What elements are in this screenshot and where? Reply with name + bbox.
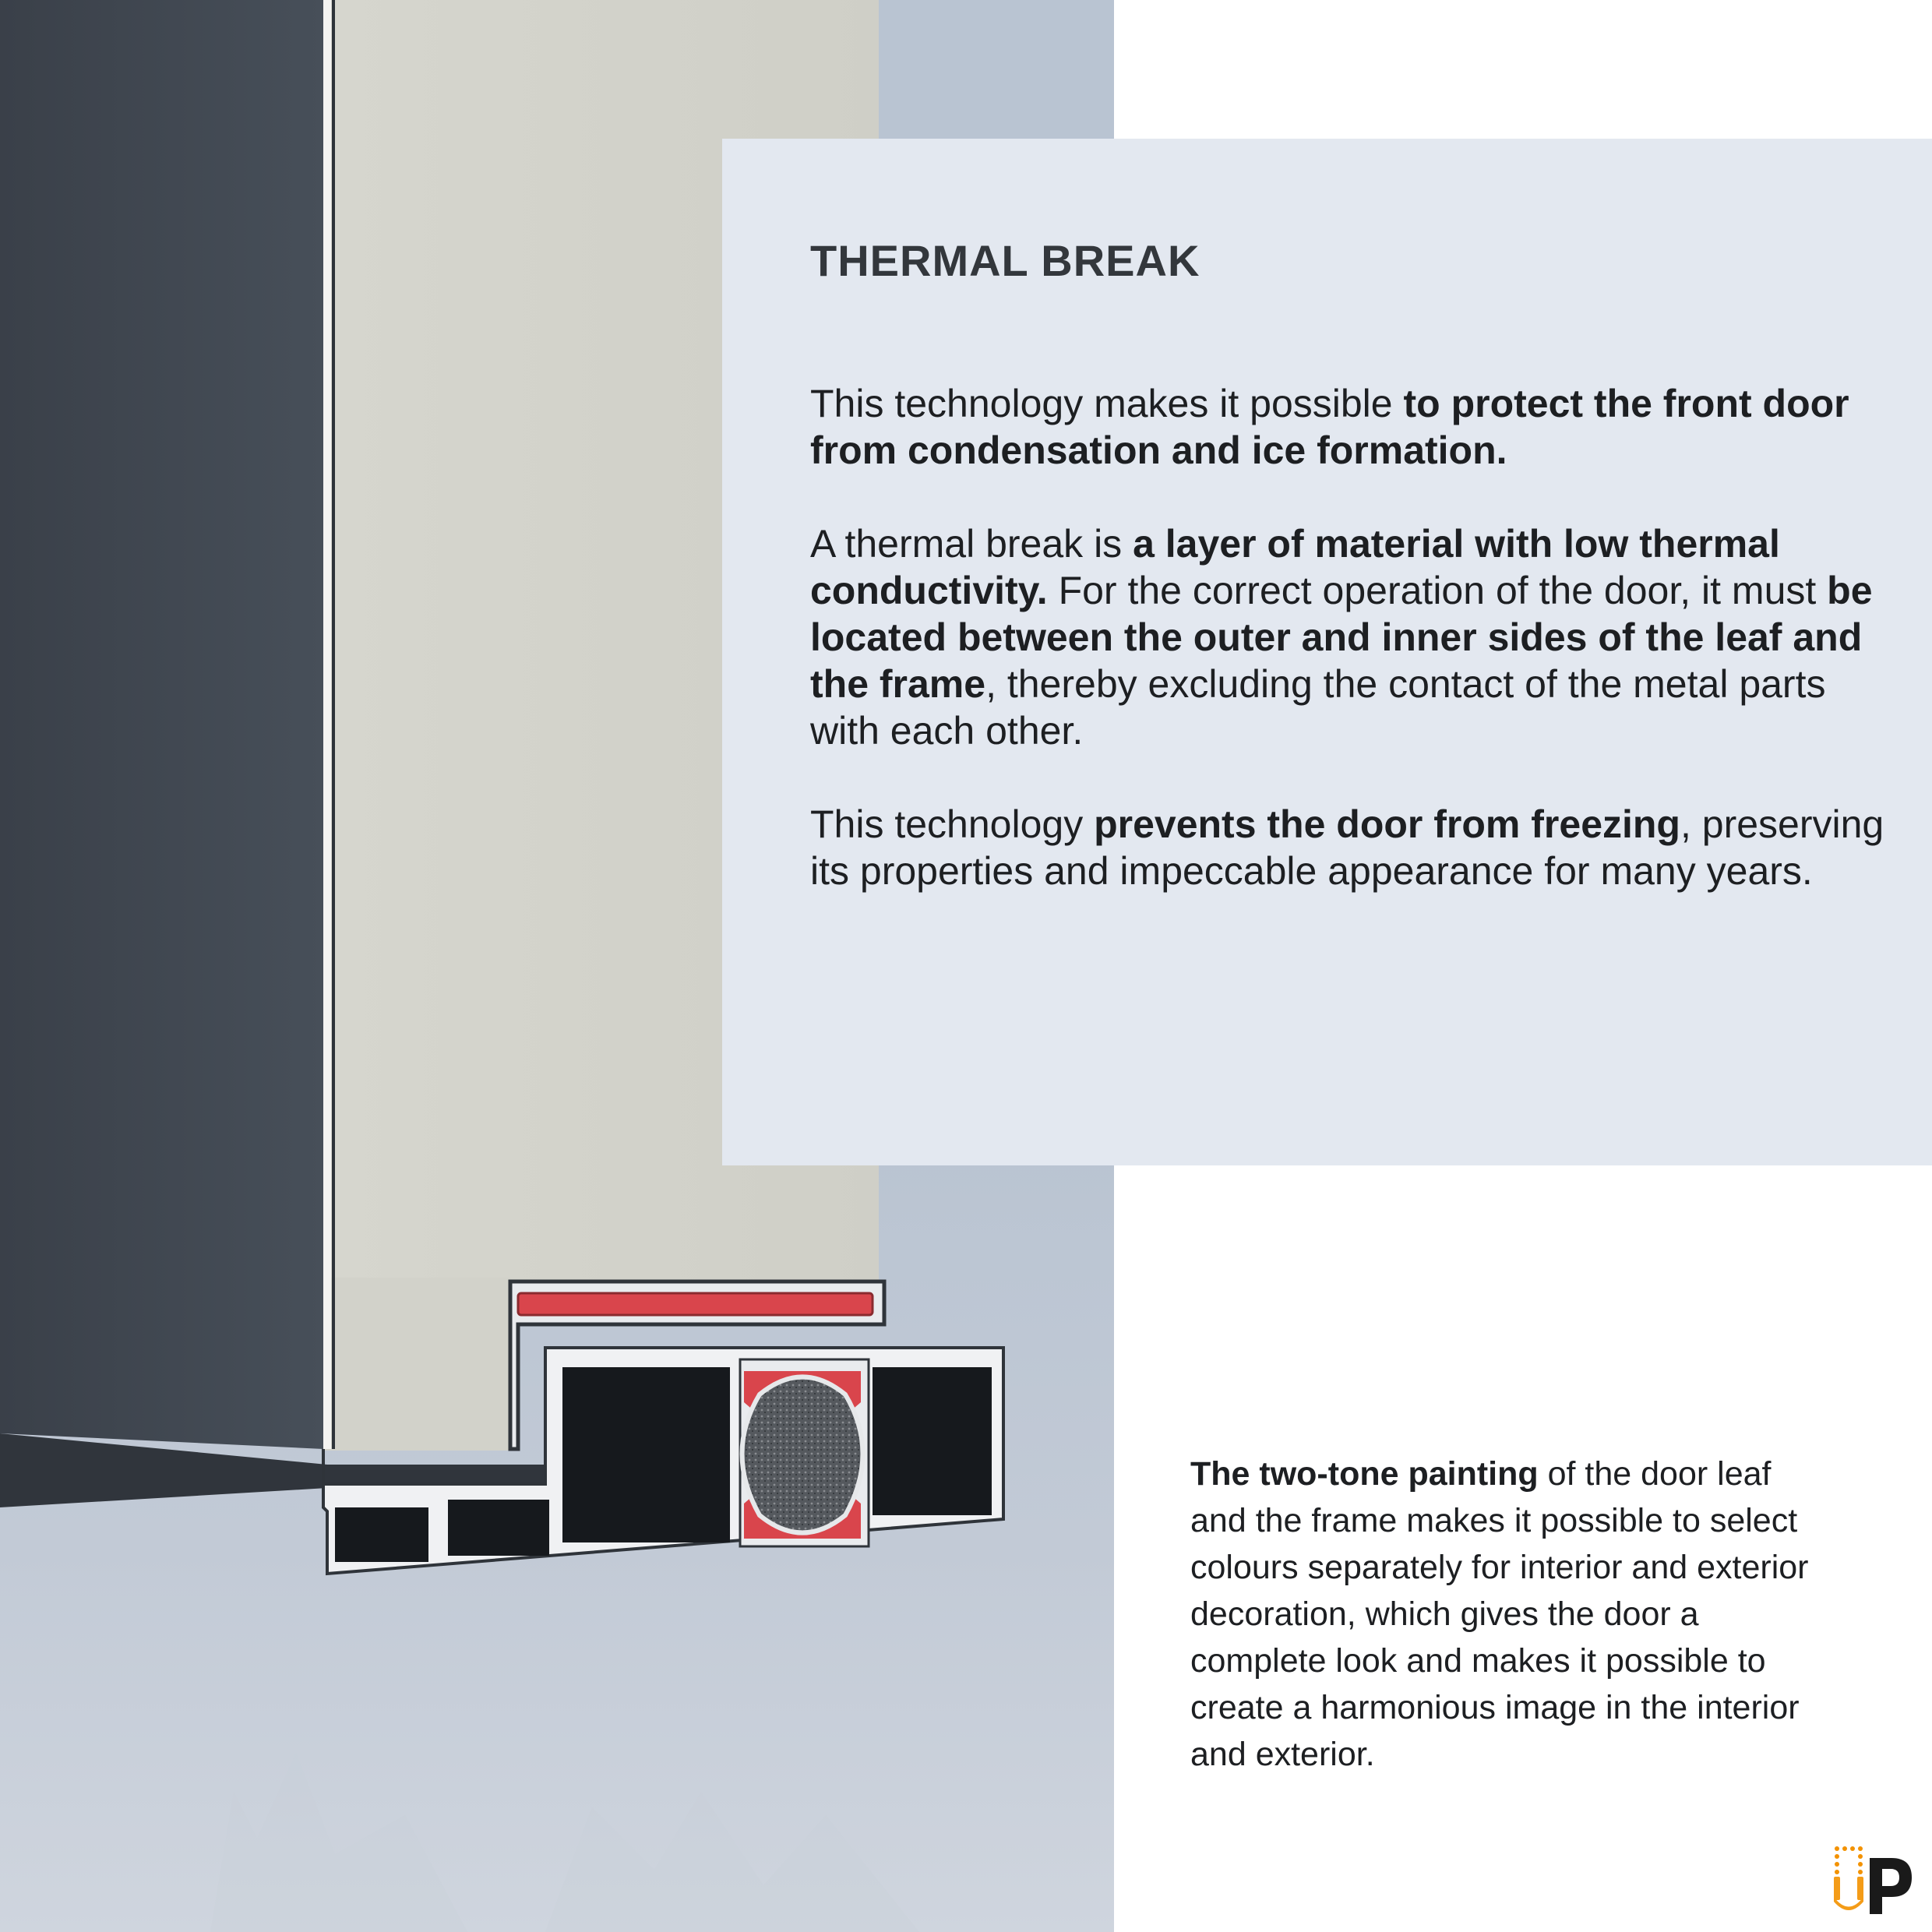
- paragraph-text: This technology makes it possible: [810, 382, 1404, 425]
- paragraph-protection: [810, 380, 1901, 474]
- paragraph-emphasis: be located between the outer and inner sides of the leaf and the frame: [810, 569, 1873, 706]
- paragraph-definition: [810, 520, 1901, 754]
- paragraph-text: This technology: [810, 802, 1095, 846]
- panel-title: THERMAL BREAK: [810, 236, 1200, 285]
- brand-logo: [1831, 1842, 1916, 1916]
- paragraph-text: , thereby excluding the contact of the metal parts with each other.: [810, 662, 1826, 753]
- background-rooftops: [210, 1753, 919, 1932]
- door-leaf-dark-face: [0, 0, 323, 1449]
- paragraph-emphasis: a layer of material with low thermal conductivity.: [810, 522, 1780, 612]
- paragraph-emphasis: to protect the front door from condensation and ice formation.: [810, 382, 1849, 472]
- two-tone-description: [1190, 1451, 1829, 1778]
- paragraph-freezing: [810, 801, 1901, 894]
- thermal-break-insert: [742, 1371, 863, 1539]
- paragraph-text: For the correct operation of the door, it must: [1047, 569, 1828, 612]
- side-emphasis: The two-tone painting: [1190, 1455, 1539, 1493]
- side-text: of the door leaf and the frame makes it possible to select colours separately for interior and exterior decoration, which gives the door a complete look and makes it possible to create a harmonious image in the interior and exterior.: [1190, 1455, 1809, 1773]
- paragraph-text: A thermal break is: [810, 522, 1133, 566]
- paragraph-emphasis: prevents the door from freezing: [1094, 802, 1680, 846]
- paragraph-text: , preserving its properties and impeccable appearance for many years.: [810, 802, 1884, 893]
